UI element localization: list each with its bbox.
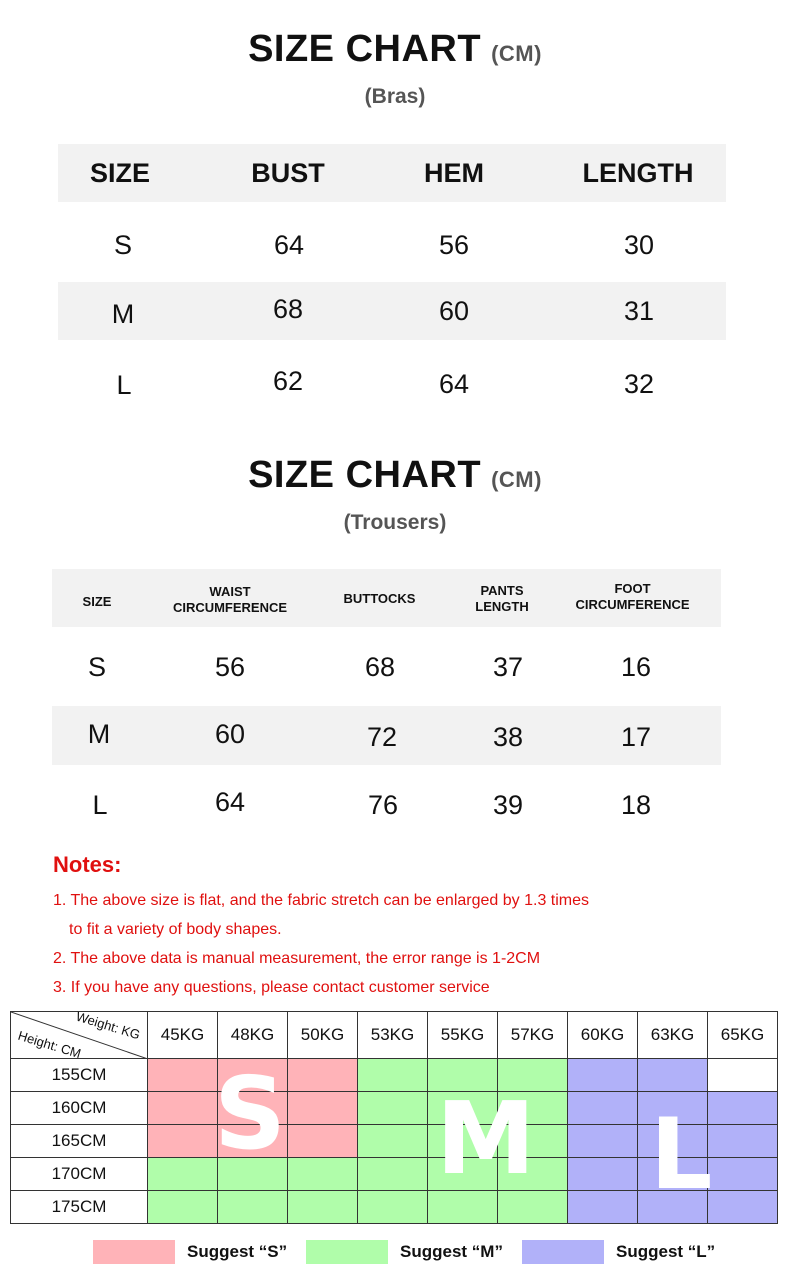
size-cell-l xyxy=(708,1092,778,1125)
trousers-header-size: SIZE xyxy=(82,594,112,609)
size-cell-s xyxy=(148,1125,218,1158)
bras-bust-cell: 64 xyxy=(273,230,305,260)
size-cell-m xyxy=(358,1158,428,1191)
bras-subtitle: (Bras) xyxy=(364,85,426,108)
size-cell-m xyxy=(358,1125,428,1158)
size-letter-m: M xyxy=(436,1080,536,1197)
note-line: 2. The above data is manual measurement, the error range is 1-2CM xyxy=(53,950,541,967)
height-label: 170CM xyxy=(11,1158,148,1191)
table-row xyxy=(58,354,726,412)
trousers-title-block xyxy=(0,454,790,535)
grid-corner xyxy=(11,1008,148,1062)
bras-unit: (CM) xyxy=(491,41,542,66)
size-cell-l xyxy=(568,1125,638,1158)
size-cell-s xyxy=(148,1059,218,1092)
trousers-pants-length-cell: 39 xyxy=(492,790,524,820)
trousers-size-cell: S xyxy=(87,652,106,682)
size-cell-m xyxy=(288,1158,358,1191)
size-cell-m xyxy=(148,1158,218,1191)
legend-label-s: Suggest “S” xyxy=(187,1242,288,1261)
size-cell-m xyxy=(218,1191,288,1224)
height-label: 175CM xyxy=(11,1191,148,1224)
size-cell-l xyxy=(568,1059,638,1092)
trousers-foot-cell: 18 xyxy=(620,790,652,820)
trousers-buttocks-cell: 72 xyxy=(366,722,398,752)
note-line: 3. If you have any questions, please contact customer service xyxy=(53,979,490,996)
bras-hem-cell: 60 xyxy=(438,296,470,326)
size-cell-l xyxy=(638,1059,708,1092)
trousers-size-cell: L xyxy=(92,790,108,820)
bras-size-cell: L xyxy=(116,370,132,400)
weight-axis-label: Weight: KG xyxy=(74,1008,142,1043)
weight-header: 45KG xyxy=(148,1012,218,1059)
size-cell-l xyxy=(568,1092,638,1125)
size-legend xyxy=(0,1240,790,1264)
weight-header-row xyxy=(11,1012,778,1059)
weight-header: 63KG xyxy=(638,1012,708,1059)
trousers-waist-cell: 64 xyxy=(214,787,246,817)
height-row xyxy=(11,1059,778,1092)
weight-header: 50KG xyxy=(288,1012,358,1059)
trousers-buttocks-cell: 76 xyxy=(367,790,399,820)
size-cell-s xyxy=(288,1092,358,1125)
bras-bust-cell: 62 xyxy=(272,366,304,396)
size-cell-blank xyxy=(708,1059,778,1092)
size-cell-l xyxy=(708,1158,778,1191)
note-line: 1. The above size is flat, and the fabric stretch can be enlarged by 1.3 times xyxy=(53,892,590,909)
trousers-buttocks-cell: 68 xyxy=(364,652,396,682)
bras-hem-cell: 64 xyxy=(438,369,470,399)
weight-header: 60KG xyxy=(568,1012,638,1059)
size-cell-s xyxy=(288,1059,358,1092)
bras-header-bust: BUST xyxy=(251,158,325,188)
trousers-unit: (CM) xyxy=(491,467,542,492)
table-row xyxy=(58,216,726,272)
size-cell-l xyxy=(568,1158,638,1191)
height-label: 160CM xyxy=(11,1092,148,1125)
weight-header: 57KG xyxy=(498,1012,568,1059)
table-row xyxy=(52,637,721,697)
legend-label-m: Suggest “M” xyxy=(400,1242,503,1261)
table-row xyxy=(58,282,726,340)
bras-header-hem: HEM xyxy=(424,158,484,188)
bras-header-row xyxy=(58,144,726,202)
size-cell-m xyxy=(148,1191,218,1224)
weight-header: 53KG xyxy=(358,1012,428,1059)
size-cell-l xyxy=(708,1191,778,1224)
notes-section xyxy=(53,852,589,1002)
bras-size-cell: M xyxy=(111,299,135,329)
bras-header-length: LENGTH xyxy=(582,158,694,188)
table-row xyxy=(52,774,721,834)
legend-swatch-l xyxy=(522,1240,604,1264)
legend-label-l: Suggest “L” xyxy=(616,1242,716,1261)
trousers-header-pants-length: PANTS LENGTH xyxy=(475,583,529,614)
trousers-size-cell: M xyxy=(87,719,111,749)
trousers-pants-length-cell: 37 xyxy=(492,652,524,682)
bras-length-cell: 31 xyxy=(623,296,655,326)
size-letter-s: S xyxy=(214,1055,287,1172)
trousers-header-waist: WAIST CIRCUMFERENCE xyxy=(172,584,288,615)
trousers-title: SIZE CHART (CM) xyxy=(248,454,542,496)
legend-swatch-m xyxy=(306,1240,388,1264)
trousers-size-table xyxy=(52,569,721,839)
height-label: 165CM xyxy=(11,1125,148,1158)
size-cell-l xyxy=(708,1125,778,1158)
weight-header: 65KG xyxy=(708,1012,778,1059)
bras-title-block xyxy=(0,28,790,109)
bras-bust-cell: 68 xyxy=(272,294,304,324)
bras-length-cell: 32 xyxy=(623,369,655,399)
size-cell-l xyxy=(568,1191,638,1224)
size-letter-l: L xyxy=(650,1098,713,1212)
size-cell-m xyxy=(358,1191,428,1224)
trousers-header-buttocks: BUTTOCKS xyxy=(343,591,416,606)
height-label: 155CM xyxy=(11,1059,148,1092)
trousers-subtitle: (Trousers) xyxy=(343,511,447,534)
bras-hem-cell: 56 xyxy=(438,230,470,260)
table-row xyxy=(52,706,721,765)
bras-title: SIZE CHART (CM) xyxy=(248,28,542,70)
trousers-foot-cell: 17 xyxy=(620,722,652,752)
notes-heading: Notes: xyxy=(53,852,122,877)
bras-size-table xyxy=(58,144,726,414)
size-cell-m xyxy=(358,1092,428,1125)
trousers-waist-cell: 56 xyxy=(214,652,246,682)
weight-header: 48KG xyxy=(218,1012,288,1059)
bras-header-size: SIZE xyxy=(89,158,150,188)
size-cell-s xyxy=(148,1092,218,1125)
height-axis-label: Height: CM xyxy=(16,1027,83,1062)
bras-size-cell: S xyxy=(113,230,132,260)
note-line: to fit a variety of body shapes. xyxy=(69,921,282,938)
size-cell-m xyxy=(288,1191,358,1224)
size-cell-m xyxy=(358,1059,428,1092)
size-cell-s xyxy=(288,1125,358,1158)
trousers-pants-length-cell: 38 xyxy=(492,722,524,752)
trousers-header-row xyxy=(52,569,721,627)
trousers-waist-cell: 60 xyxy=(214,719,246,749)
trousers-foot-cell: 16 xyxy=(620,652,652,682)
legend-swatch-s xyxy=(93,1240,175,1264)
trousers-header-foot: FOOT CIRCUMFERENCE xyxy=(575,581,690,612)
bras-length-cell: 30 xyxy=(623,230,655,260)
weight-header: 55KG xyxy=(428,1012,498,1059)
